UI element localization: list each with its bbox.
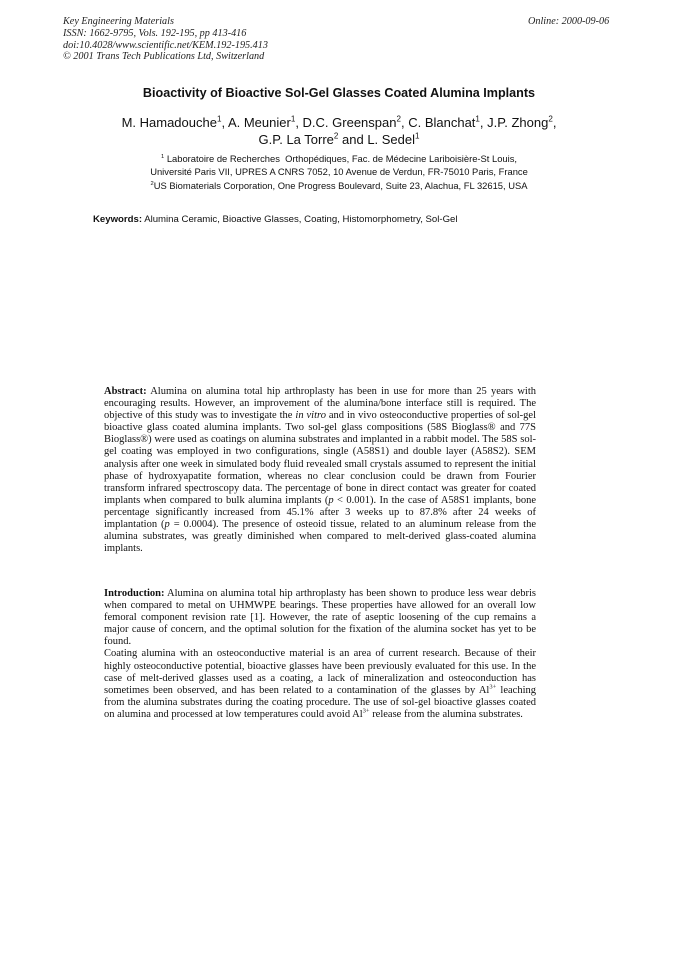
ion-charge: 3+ xyxy=(362,707,370,715)
introduction-paragraph-1: Introduction: Alumina on alumina total hip arthroplasty has been shown to produce less wear debris when compared to metal on UHMWPE bearings. These properties have allowed for an overall low femoral component revision rate [1]. However, the rate of aseptic loosening of the cup remains a major cause of concern, and the optimal solution for the fixation of the alumina socket has yet to be found. xyxy=(104,588,536,648)
ion-charge: 3+ xyxy=(489,683,497,691)
author: J.P. Zhong xyxy=(487,115,549,130)
author-affiliation-mark: 1 xyxy=(216,114,222,124)
author-separator: , xyxy=(221,115,228,130)
introduction-section xyxy=(104,588,536,721)
copyright-line: © 2001 Trans Tech Publications Ltd, Switzerland xyxy=(63,51,265,63)
author-affiliation-mark: 1 xyxy=(475,114,480,124)
paper-title: Bioactivity of Bioactive Sol-Gel Glasses Coated Alumina Implants xyxy=(142,86,536,100)
online-date: Online: 2000-09-06 xyxy=(528,16,610,27)
author-affiliation-mark: 2 xyxy=(548,114,553,124)
affiliation-2 xyxy=(0,180,678,193)
author-and: and xyxy=(338,132,368,147)
affiliation-2-line: $^2$US Biomaterials Corporation, One Progress Boulevard, Suite 23, Alachua, FL 32615, USA xyxy=(150,180,528,191)
author: D.C. Greenspan xyxy=(302,115,397,130)
author-affiliation-mark: 2 xyxy=(333,131,339,141)
keywords xyxy=(93,214,458,225)
author: C. Blanchat xyxy=(408,115,476,130)
abstract-paragraph: Abstract: Alumina on alumina total hip arthroplasty has been in use for more than 25 years with encouraging results. However, an improvement of the alumina/bone interface still is required. The objective of this study was to investigate the in vitro and in vivo osteoconductive properties of sol-gel bioactive glass coated alumina implants. Two sol-gel glass compositions (58S Bioglass® and 77S Bioglass®) were used as coatings on alumina substrates and implanted in a rabbit model. The 58S sol-gel coating was employed in two configurations, single (A58S1) and double layer (A58S2). SEM analysis after one week in simulated body fluid revealed small crystals assumed to represent the initial phase of hydroxyapatite formation, whereas no clear conclusion could be drawn from Fourier transform infrared spectroscopy data. The percentage of bone in direct contact was greater for coated implants when compared to bulk alumina implants (p < 0.001). In the case of A58S1 implants, bone percentage significantly increased from 45.1% after 3 weeks up to 87.8% after 24 weeks of implantation (p = 0.0004). The presence of osteoid tissue, related to an aluminum release from the alumina substrates, was greatly diminished when compared to melt-derived glass-coated alumina implants. xyxy=(104,386,536,555)
author-separator: , xyxy=(295,115,303,130)
author-list xyxy=(0,114,678,148)
author: G.P. La Torre xyxy=(258,132,334,147)
keywords-text: Alumina Ceramic, Bioactive Glasses, Coating, Histomorphometry, Sol-Gel xyxy=(144,214,458,225)
author: A. Meunier xyxy=(227,115,291,130)
affiliation-1-line-1: $^1$ Laboratoire de Recherches Orthopédiques, Fac. de Médecine Lariboisière-St Louis, xyxy=(160,153,518,164)
citation-header xyxy=(63,16,268,63)
author-affiliation-mark: 1 xyxy=(415,131,420,141)
journal-name: Key Engineering Materials xyxy=(63,16,174,27)
author-line-2 xyxy=(0,131,678,148)
author-separator: , xyxy=(479,115,488,130)
doi-line[interactable]: doi:10.4028/www.scientific.net/KEM.192-195.413 xyxy=(63,39,268,51)
author: L. Sedel xyxy=(367,132,416,147)
issn-line: ISSN: 1662-9795, Vols. 192-195, pp 413-416 xyxy=(63,27,247,39)
affiliation-1-line-2: Université Paris VII, UPRES A CNRS 7052, 10 Avenue de Verdun, FR-75010 Paris, France xyxy=(150,165,528,177)
author-separator: , xyxy=(400,115,409,130)
affiliation-number: 2 xyxy=(150,180,154,187)
affiliation-1 xyxy=(0,153,678,178)
introduction-label: Introduction: xyxy=(104,588,165,599)
abstract-section xyxy=(104,386,536,555)
author-affiliation-mark: 2 xyxy=(396,114,401,124)
introduction-paragraph-2: Coating alumina with an osteoconductive material is an area of current research. Because of their highly osteoconductive potential, bioactive glasses have been previously evaluated for this use. In the case of melt-derived glasses used as a coating, a lack of mineralization and osteoconduction has sometimes been observed, and has been related to a contamination of the glasses by $Al^{3+}$ leaching from the alumina substrates during the coating procedure. The use of sol-gel bioactive glasses coated on alumina and processed at low temperatures could avoid $Al^{3+}$ release from the alumina substrates. xyxy=(104,648,536,720)
author-line-1 xyxy=(0,114,678,131)
abstract-label: Abstract: xyxy=(104,386,147,397)
affiliation-number: 1 xyxy=(160,153,165,160)
author-separator: , xyxy=(552,115,557,130)
author: M. Hamadouche xyxy=(121,115,217,130)
author-affiliation-mark: 1 xyxy=(290,114,296,124)
keywords-label: Keywords: xyxy=(93,214,143,225)
